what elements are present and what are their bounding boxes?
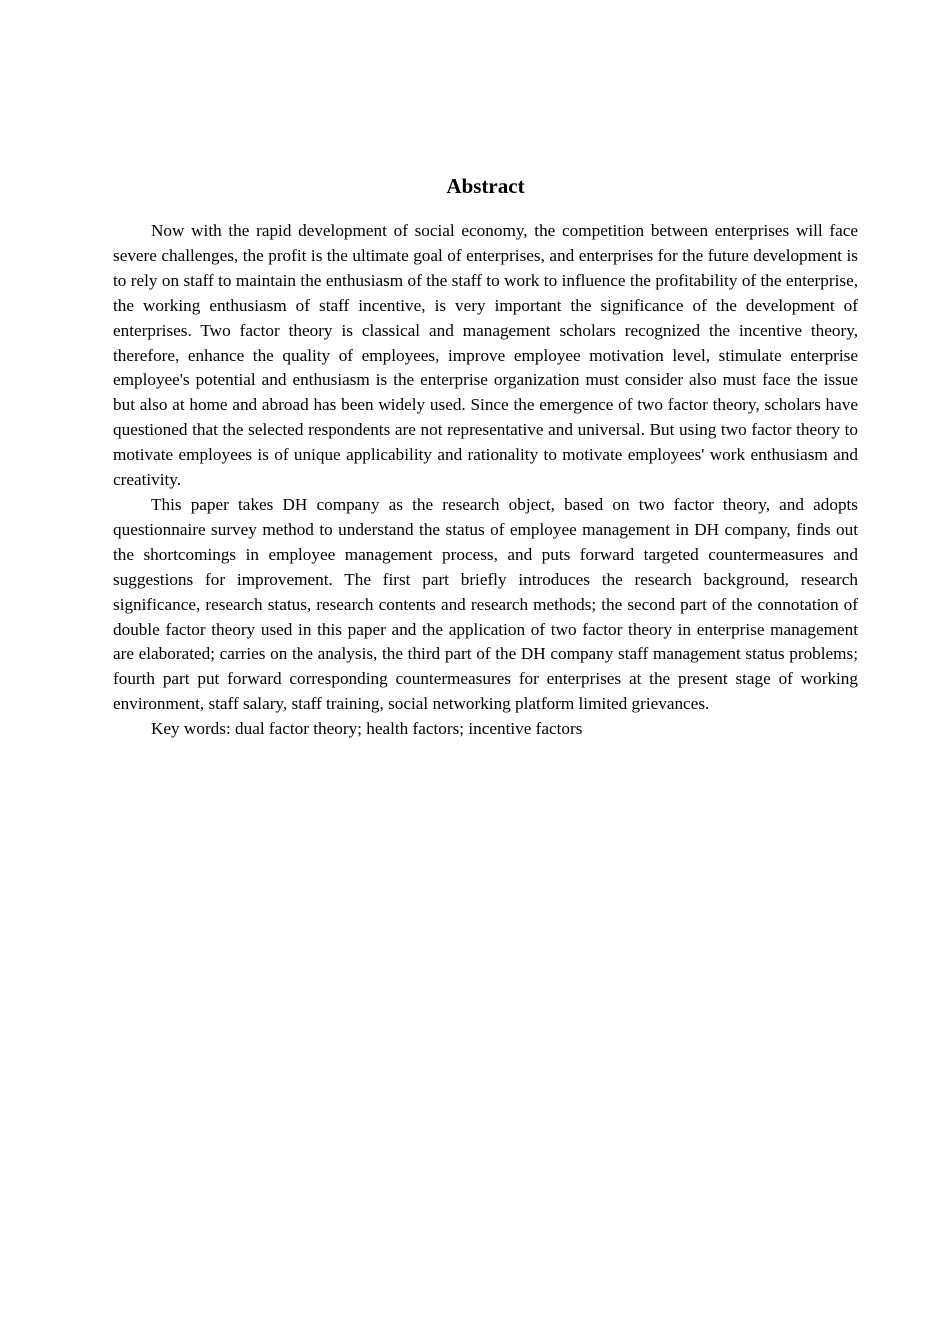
abstract-paragraph-1: Now with the rapid development of social economy, the competition between enterprises will face severe challenges, the profit is the ultimate goal of enterprises, and enterprises for the future development is to rely on staff to maintain the enthusiasm of the staff to work to influence the profitability of the enterprise, the working enthusiasm of staff incentive, is very important the significance of the development of enterprises. Two factor theory is classical and management scholars recognized the incentive theory, therefore, enhance the quality of employees, improve employee motivation level, stimulate enterprise employee's potential and enthusiasm is the enterprise organization must consider also must face the issue but also at home and abroad has been widely used. Since the emergence of two factor theory, scholars have questioned that the selected respondents are not representative and universal. But using two factor theory to motivate employees is of unique applicability and rationality to motivate employees' work enthusiasm and creativity.: [113, 221, 858, 490]
keywords-line: Key words: dual factor theory; health factors; incentive factors: [151, 719, 583, 739]
abstract-title: Abstract: [446, 174, 525, 198]
abstract-paragraph-2: This paper takes DH company as the research object, based on two factor theory, and adopts questionnaire survey method to understand the status of employee management in DH company, finds out the shortcomings in employee management process, and puts forward targeted countermeasures and suggestions for improvement. The first part briefly introduces the research background, research significance, research status, research contents and research methods; the second part of the connotation of double factor theory used in this paper and the application of two factor theory in enterprise management are elaborated; carries on the analysis, the third part of the DH company staff management status problems; fourth part put forward corresponding countermeasures for enterprises at the present stage of working environment, staff salary, staff training, social networking platform limited grievances.: [113, 494, 858, 714]
abstract-section: [113, 172, 858, 742]
